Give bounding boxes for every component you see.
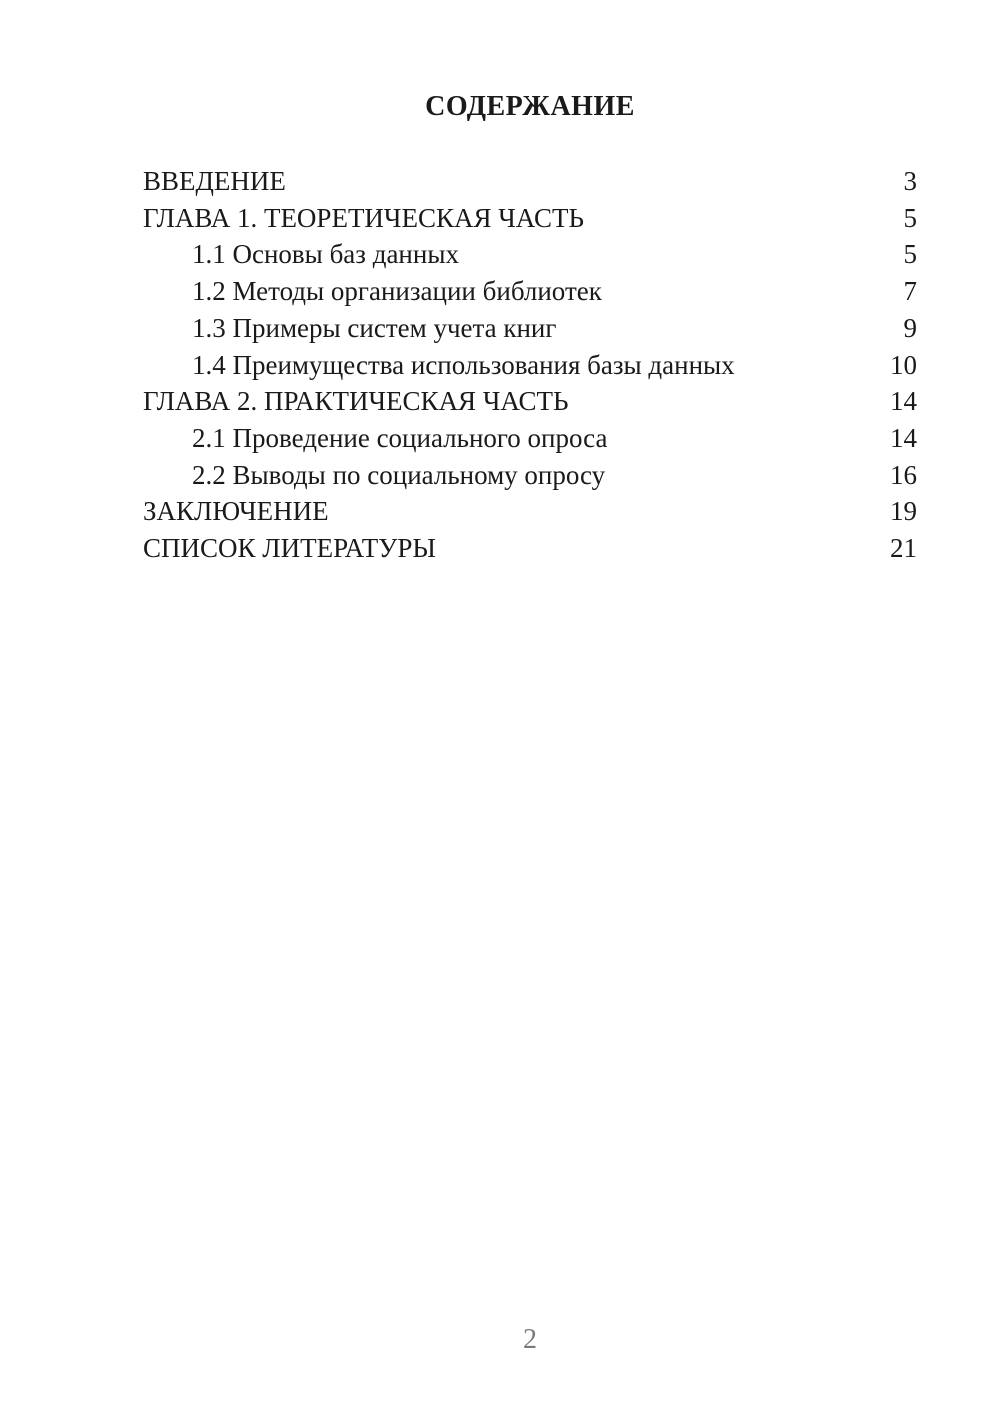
toc-entry-label: 1.2 Методы организации библиотек <box>192 276 602 307</box>
toc-entry <box>143 383 917 420</box>
toc-entry-page-number: 16 <box>890 459 917 490</box>
toc-entry-label: 1.3 Примеры систем учета книг <box>192 312 557 343</box>
toc-entry <box>143 420 917 457</box>
toc-entry <box>143 200 917 237</box>
toc-entry <box>143 236 917 273</box>
toc-entry-label: ГЛАВА 2. ПРАКТИЧЕСКАЯ ЧАСТЬ <box>143 386 569 417</box>
table-of-contents <box>143 163 917 567</box>
toc-entry-page-number: 14 <box>890 422 917 453</box>
toc-entry-page-number: 3 <box>903 166 917 196</box>
toc-entry-label: 1.1 Основы баз данных <box>192 239 459 270</box>
toc-entry-label: 2.2 Выводы по социальному опросу <box>192 459 606 490</box>
toc-entry-label: ГЛАВА 1. ТЕОРЕТИЧЕСКАЯ ЧАСТЬ <box>143 202 584 233</box>
toc-entry <box>143 310 917 347</box>
page-title: СОДЕРЖАНИЕ <box>425 91 635 122</box>
toc-entry-label: ВВЕДЕНИЕ <box>143 166 286 196</box>
toc-entry <box>143 273 917 310</box>
toc-entry-page-number: 7 <box>903 276 917 307</box>
toc-entry-label: СПИСОК ЛИТЕРАТУРЫ <box>143 533 436 564</box>
toc-entry-label: 1.4 Преимущества использования базы данных <box>192 349 735 380</box>
toc-entry-page-number: 19 <box>890 496 917 527</box>
toc-entry <box>143 163 917 200</box>
toc-entry-page-number: 21 <box>890 533 917 564</box>
footer-page-number: 2 <box>523 1324 537 1355</box>
toc-entry-label: ЗАКЛЮЧЕНИЕ <box>143 496 329 527</box>
toc-entry <box>143 347 917 384</box>
toc-entry-page-number: 14 <box>890 386 917 417</box>
toc-entry-page-number: 5 <box>903 239 917 270</box>
toc-entry <box>143 493 917 530</box>
toc-entry-label: 2.1 Проведение социального опроса <box>192 422 608 453</box>
toc-entry <box>143 457 917 494</box>
toc-entry-page-number: 10 <box>890 349 917 380</box>
toc-entry-page-number: 9 <box>903 312 917 343</box>
toc-entry-page-number: 5 <box>903 202 917 233</box>
toc-entry <box>143 530 917 567</box>
